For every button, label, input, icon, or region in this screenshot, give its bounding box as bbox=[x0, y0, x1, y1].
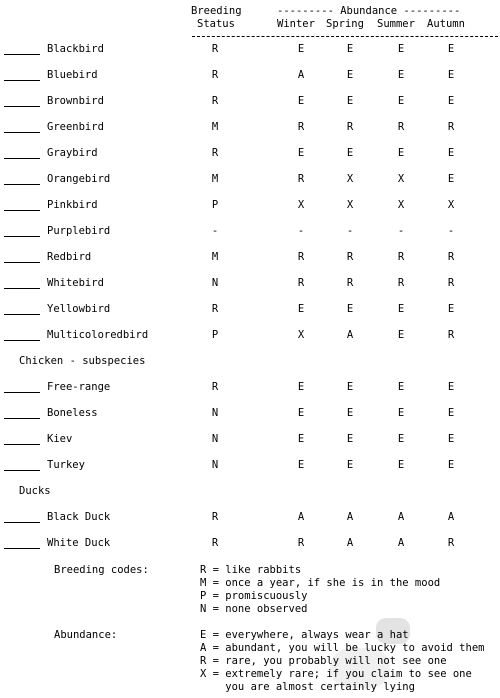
table-row bbox=[0, 382, 500, 396]
breeding-status-cell: R bbox=[211, 381, 219, 393]
autumn-abundance-cell: X bbox=[447, 199, 455, 211]
checkbox-blank[interactable] bbox=[4, 392, 40, 393]
table-row bbox=[0, 226, 500, 240]
header-divider bbox=[192, 36, 498, 37]
table-row bbox=[0, 252, 500, 266]
status-header: Status bbox=[197, 18, 235, 30]
spring-abundance-cell: R bbox=[346, 251, 354, 263]
breeding-status-cell: P bbox=[211, 199, 219, 211]
abundance-code-x-cont: you are almost certainly lying bbox=[200, 681, 415, 693]
summer-abundance-cell: A bbox=[397, 511, 405, 523]
table-row bbox=[0, 408, 500, 422]
table-row bbox=[0, 330, 500, 344]
spring-abundance-cell: A bbox=[346, 329, 354, 341]
summer-abundance-cell: E bbox=[397, 95, 405, 107]
autumn-abundance-cell: - bbox=[447, 225, 455, 237]
winter-abundance-cell: R bbox=[297, 277, 305, 289]
checkbox-blank[interactable] bbox=[4, 288, 40, 289]
breeding-code-p: P = promiscuously bbox=[200, 590, 308, 602]
autumn-abundance-cell: A bbox=[447, 511, 455, 523]
table-row bbox=[0, 538, 500, 552]
breeding-status-cell: - bbox=[211, 225, 219, 237]
summer-abundance-cell: R bbox=[397, 251, 405, 263]
autumn-header: Autumn bbox=[427, 18, 465, 30]
autumn-abundance-cell: E bbox=[447, 303, 455, 315]
autumn-abundance-cell: E bbox=[447, 433, 455, 445]
autumn-abundance-cell: E bbox=[447, 407, 455, 419]
autumn-abundance-cell: R bbox=[447, 251, 455, 263]
bird-name: Whitebird bbox=[47, 277, 104, 289]
spring-abundance-cell: X bbox=[346, 199, 354, 211]
breeding-status-cell: N bbox=[211, 277, 219, 289]
bird-name: Graybird bbox=[47, 147, 98, 159]
winter-abundance-cell: E bbox=[297, 147, 305, 159]
bird-name: Boneless bbox=[47, 407, 98, 419]
winter-header: Winter bbox=[277, 18, 315, 30]
bird-name: Yellowbird bbox=[47, 303, 111, 315]
summer-abundance-cell: - bbox=[397, 225, 405, 237]
summer-abundance-cell: R bbox=[397, 121, 405, 133]
breeding-status-cell: N bbox=[211, 459, 219, 471]
bird-name: Pinkbird bbox=[47, 199, 98, 211]
breeding-status-cell: R bbox=[211, 511, 219, 523]
autumn-abundance-cell: E bbox=[447, 173, 455, 185]
summer-abundance-cell: A bbox=[397, 537, 405, 549]
table-row bbox=[0, 200, 500, 214]
bird-name: Multicoloredbird bbox=[47, 329, 149, 341]
winter-abundance-cell: E bbox=[297, 381, 305, 393]
bird-name: Turkey bbox=[47, 459, 85, 471]
table-row bbox=[0, 44, 500, 58]
checkbox-blank[interactable] bbox=[4, 314, 40, 315]
breeding-code-n: N = none observed bbox=[200, 603, 308, 615]
winter-abundance-cell: X bbox=[297, 329, 305, 341]
checkbox-blank[interactable] bbox=[4, 340, 40, 341]
checkbox-blank[interactable] bbox=[4, 210, 40, 211]
breeding-status-cell: M bbox=[211, 173, 219, 185]
abundance-code-x: X = extremely rare; if you claim to see one bbox=[200, 668, 472, 680]
autumn-abundance-cell: R bbox=[447, 121, 455, 133]
winter-abundance-cell: E bbox=[297, 43, 305, 55]
summer-abundance-cell: E bbox=[397, 459, 405, 471]
section-chicken: Chicken - subspecies bbox=[19, 355, 146, 367]
table-row bbox=[0, 148, 500, 162]
breeding-status-cell: R bbox=[211, 303, 219, 315]
winter-abundance-cell: R bbox=[297, 251, 305, 263]
bird-name: Black Duck bbox=[47, 511, 111, 523]
summer-abundance-cell: R bbox=[397, 277, 405, 289]
winter-abundance-cell: X bbox=[297, 199, 305, 211]
summer-abundance-cell: E bbox=[397, 381, 405, 393]
table-row bbox=[0, 304, 500, 318]
table-row bbox=[0, 434, 500, 448]
summer-abundance-cell: E bbox=[397, 407, 405, 419]
breeding-status-cell: N bbox=[211, 407, 219, 419]
autumn-abundance-cell: E bbox=[447, 43, 455, 55]
table-row bbox=[0, 460, 500, 474]
winter-abundance-cell: E bbox=[297, 407, 305, 419]
checkbox-blank[interactable] bbox=[4, 184, 40, 185]
breeding-codes-title: Breeding codes: bbox=[54, 564, 149, 576]
abundance-code-a: A = abundant, you will be lucky to avoid them bbox=[200, 642, 485, 654]
breeding-status-cell: R bbox=[211, 147, 219, 159]
spring-abundance-cell: E bbox=[346, 381, 354, 393]
spring-header: Spring bbox=[326, 18, 364, 30]
winter-abundance-cell: E bbox=[297, 95, 305, 107]
winter-abundance-cell: E bbox=[297, 303, 305, 315]
abundance-title: Abundance: bbox=[54, 629, 118, 641]
autumn-abundance-cell: R bbox=[447, 329, 455, 341]
abundance-header: --------- Abundance --------- bbox=[277, 5, 461, 17]
checkbox-blank[interactable] bbox=[4, 522, 40, 523]
spring-abundance-cell: A bbox=[346, 511, 354, 523]
table-row bbox=[0, 122, 500, 136]
autumn-abundance-cell: E bbox=[447, 147, 455, 159]
breeding-code-m: M = once a year, if she is in the mood bbox=[200, 577, 441, 589]
winter-abundance-cell: R bbox=[297, 537, 305, 549]
spring-abundance-cell: E bbox=[346, 69, 354, 81]
abundance-code-r: R = rare, you probably will not see one bbox=[200, 655, 447, 667]
bird-name: Brownbird bbox=[47, 95, 104, 107]
abundance-code-e: E = everywhere, always wear a hat bbox=[200, 629, 409, 641]
checkbox-blank[interactable] bbox=[4, 80, 40, 81]
bird-name: Purplebird bbox=[47, 225, 111, 237]
autumn-abundance-cell: E bbox=[447, 381, 455, 393]
summer-header: Summer bbox=[377, 18, 415, 30]
summer-abundance-cell: E bbox=[397, 329, 405, 341]
spring-abundance-cell: E bbox=[346, 147, 354, 159]
summer-abundance-cell: E bbox=[397, 43, 405, 55]
winter-abundance-cell: R bbox=[297, 121, 305, 133]
bird-name: Redbird bbox=[47, 251, 92, 263]
bird-name: White Duck bbox=[47, 537, 111, 549]
bird-name: Bluebird bbox=[47, 69, 98, 81]
breeding-status-cell: N bbox=[211, 433, 219, 445]
spring-abundance-cell: E bbox=[346, 43, 354, 55]
breeding-header: Breeding bbox=[191, 5, 242, 17]
bird-name: Blackbird bbox=[47, 43, 104, 55]
winter-abundance-cell: A bbox=[297, 69, 305, 81]
spring-abundance-cell: E bbox=[346, 459, 354, 471]
table-row bbox=[0, 174, 500, 188]
spring-abundance-cell: - bbox=[346, 225, 354, 237]
bird-name: Greenbird bbox=[47, 121, 104, 133]
summer-abundance-cell: X bbox=[397, 199, 405, 211]
winter-abundance-cell: - bbox=[297, 225, 305, 237]
summer-abundance-cell: E bbox=[397, 433, 405, 445]
section-ducks: Ducks bbox=[19, 485, 51, 497]
winter-abundance-cell: A bbox=[297, 511, 305, 523]
bird-name: Kiev bbox=[47, 433, 73, 445]
checkbox-blank[interactable] bbox=[4, 444, 40, 445]
table-row bbox=[0, 70, 500, 84]
table-row bbox=[0, 512, 500, 526]
spring-abundance-cell: A bbox=[346, 537, 354, 549]
autumn-abundance-cell: R bbox=[447, 277, 455, 289]
checkbox-blank[interactable] bbox=[4, 548, 40, 549]
bird-name: Orangebird bbox=[47, 173, 111, 185]
breeding-code-r: R = like rabbits bbox=[200, 564, 302, 576]
autumn-abundance-cell: E bbox=[447, 69, 455, 81]
checkbox-blank[interactable] bbox=[4, 236, 40, 237]
autumn-abundance-cell: E bbox=[447, 95, 455, 107]
checkbox-blank[interactable] bbox=[4, 106, 40, 107]
summer-abundance-cell: E bbox=[397, 69, 405, 81]
breeding-status-cell: M bbox=[211, 251, 219, 263]
checkbox-blank[interactable] bbox=[4, 470, 40, 471]
table-row bbox=[0, 96, 500, 110]
spring-abundance-cell: X bbox=[346, 173, 354, 185]
winter-abundance-cell: R bbox=[297, 173, 305, 185]
checkbox-blank[interactable] bbox=[4, 132, 40, 133]
bird-name: Free-range bbox=[47, 381, 111, 393]
spring-abundance-cell: E bbox=[346, 407, 354, 419]
spring-abundance-cell: R bbox=[346, 121, 354, 133]
breeding-status-cell: P bbox=[211, 329, 219, 341]
breeding-status-cell: R bbox=[211, 537, 219, 549]
summer-abundance-cell: E bbox=[397, 147, 405, 159]
summer-abundance-cell: X bbox=[397, 173, 405, 185]
winter-abundance-cell: E bbox=[297, 433, 305, 445]
checkbox-blank[interactable] bbox=[4, 54, 40, 55]
spring-abundance-cell: E bbox=[346, 303, 354, 315]
spring-abundance-cell: E bbox=[346, 95, 354, 107]
autumn-abundance-cell: R bbox=[447, 537, 455, 549]
winter-abundance-cell: E bbox=[297, 459, 305, 471]
table-row bbox=[0, 278, 500, 292]
breeding-status-cell: M bbox=[211, 121, 219, 133]
breeding-status-cell: R bbox=[211, 95, 219, 107]
autumn-abundance-cell: E bbox=[447, 459, 455, 471]
checkbox-blank[interactable] bbox=[4, 262, 40, 263]
checkbox-blank[interactable] bbox=[4, 158, 40, 159]
spring-abundance-cell: R bbox=[346, 277, 354, 289]
breeding-status-cell: R bbox=[211, 43, 219, 55]
breeding-status-cell: R bbox=[211, 69, 219, 81]
checkbox-blank[interactable] bbox=[4, 418, 40, 419]
summer-abundance-cell: E bbox=[397, 303, 405, 315]
spring-abundance-cell: E bbox=[346, 433, 354, 445]
